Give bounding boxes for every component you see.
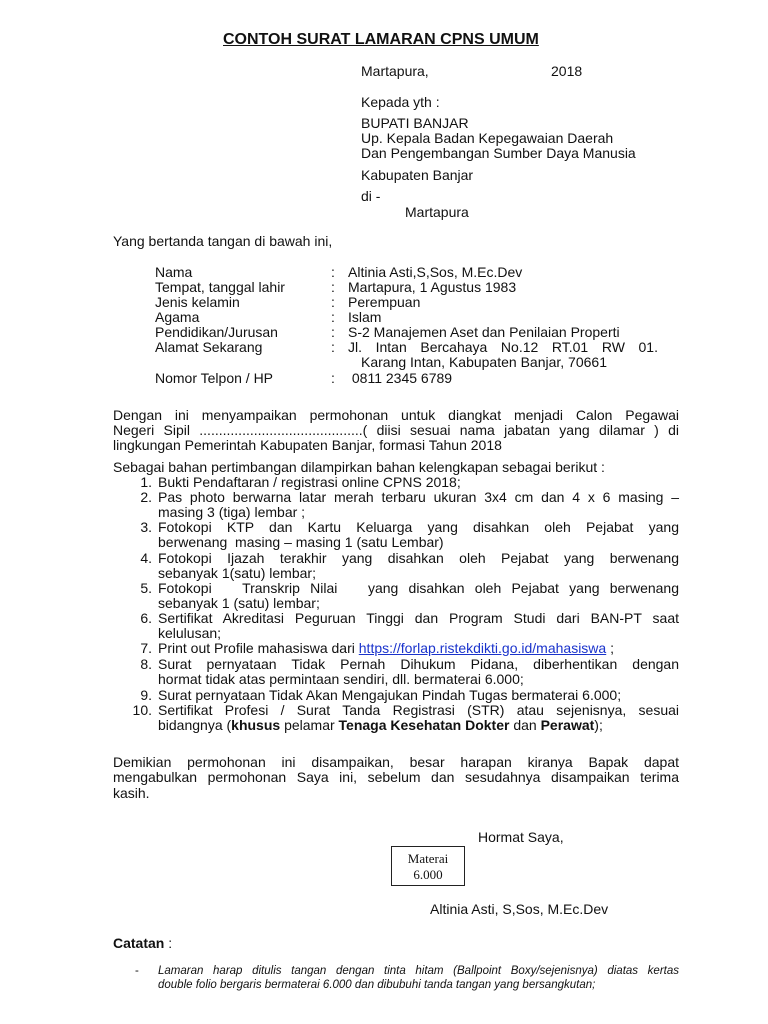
closing-paragraph-line: kasih.: [113, 785, 150, 801]
list-number: 2.: [140, 489, 152, 505]
letter-title: CONTOH SURAT LAMARAN CPNS UMUM: [223, 31, 539, 48]
identity-value: Martapura, 1 Agustus 1983: [348, 279, 517, 295]
list-item: [158, 641, 614, 656]
list-item: Sertifikat Profesi / Surat Tanda Registrasi (STR) atau sejenisnya, sesuai: [158, 702, 679, 718]
list-item-continued: berwenang masing – masing 1 (satu Lembar): [158, 534, 444, 550]
body-paragraph-line: Negeri Sipil ..........................................( diisi sesuai nama jabatan yang dilamar ) di: [113, 422, 679, 438]
identity-label: Nomor Telpon / HP: [155, 370, 274, 386]
list-item: Fotokopi Ijazah terakhir yang disahkan oleh Pejabat yang berwenang: [158, 550, 679, 566]
recipient-line-2: Up. Kepala Badan Kepegawaian Daerah: [361, 130, 614, 146]
note-heading: [113, 936, 172, 951]
note-title: Catatan: [113, 935, 165, 951]
identity-separator: :: [331, 309, 335, 325]
stamp-line: Materai: [407, 851, 449, 866]
list-item: Surat pernyataan Tidak Akan Mengajukan Pindah Tugas bermaterai 6.000;: [158, 687, 622, 703]
identity-separator: :: [331, 294, 335, 310]
list-number: 9.: [140, 687, 152, 703]
list-item-text: );: [594, 717, 603, 733]
closing-paragraph-line: mengabulkan permohonan Saya ini, sebelum dan sesudahnya disampaikan terima: [113, 769, 679, 785]
place: Martapura,: [361, 63, 429, 79]
identity-label: Jenis kelamin: [155, 294, 240, 310]
identity-value: S-2 Manajemen Aset dan Penilaian Properti: [348, 324, 620, 340]
list-item: Fotokopi Transkrip Nilai yang disahkan oleh Pejabat yang berwenang: [158, 580, 679, 596]
emphasis-text: Perawat: [540, 717, 595, 733]
opening-line: Yang bertanda tangan di bawah ini,: [113, 233, 333, 249]
identity-label: Nama: [155, 264, 193, 280]
attachments-intro: Sebagai bahan pertimbangan dilampirkan bahan kelengkapan sebagai berikut :: [113, 459, 605, 475]
identity-separator: :: [331, 279, 335, 295]
list-item: Pas photo berwarna latar merah terbaru ukuran 3x4 cm dan 4 x 6 masing –: [158, 489, 679, 505]
identity-value: Islam: [348, 309, 382, 325]
list-number: 10.: [132, 702, 152, 718]
list-item-text: bidangnya (: [158, 717, 232, 733]
identity-value-continued: Karang Intan, Kabupaten Banjar, 70661: [361, 354, 607, 370]
note-colon: :: [164, 935, 173, 951]
identity-label: Alamat Sekarang: [155, 339, 263, 355]
identity-separator: :: [331, 264, 335, 280]
recipient-di: di -: [361, 188, 381, 204]
body-paragraph-line: lingkungan Pemerintah Kabupaten Banjar, formasi Tahun 2018: [113, 437, 502, 453]
recipient-line-4: Kabupaten Banjar: [361, 167, 474, 183]
emphasis-text: khusus: [231, 717, 281, 733]
list-number: 7.: [140, 640, 152, 656]
identity-value: Perempuan: [348, 294, 421, 310]
list-item-continued: sebanyak 1(satu) lembar;: [158, 565, 316, 581]
identity-value: Jl. Intan Bercahaya No.12 RT.01 RW 01.: [348, 339, 658, 355]
list-number: 3.: [140, 519, 152, 535]
note-item-continued: double folio bergaris bermaterai 6.000 dan dibubuhi tanda tangan yang bersangkutan;: [158, 979, 596, 991]
identity-separator: :: [331, 324, 335, 340]
identity-value: 0811 2345 6789: [348, 370, 453, 386]
list-item-text: pelamar: [280, 717, 339, 733]
note-item: Lamaran harap ditulis tangan dengan tinta hitam (Ballpoint Boxy/sejenisnya) diatas kertas: [158, 965, 679, 977]
recipient-greeting: Kepada yth :: [361, 94, 440, 110]
list-number: 1.: [140, 474, 152, 490]
list-item: Bukti Pendaftaran / registrasi online CPNS 2018;: [158, 474, 461, 490]
body-paragraph-line: Dengan ini menyampaikan permohonan untuk diangkat menjadi Calon Pegawai: [113, 407, 679, 423]
list-number: 4.: [140, 550, 152, 566]
emphasis-text: Tenaga Kesehatan Dokter: [338, 717, 510, 733]
list-item-continued: [158, 718, 603, 733]
list-number: 8.: [140, 656, 152, 672]
note-bullet: -: [135, 965, 139, 977]
list-number: 6.: [140, 610, 152, 626]
recipient-city: Martapura: [405, 204, 469, 220]
list-item-continued: sebanyak 1 (satu) lembar;: [158, 595, 320, 611]
identity-label: Pendidikan/Jurusan: [155, 324, 278, 340]
identity-separator: :: [331, 370, 335, 386]
signer-name: Altinia Asti, S,Sos, M.Ec.Dev: [430, 901, 609, 917]
list-item-text: ;: [606, 640, 614, 656]
list-item: Fotokopi KTP dan Kartu Keluarga yang disahkan oleh Pejabat yang: [158, 519, 679, 535]
list-item-text: Print out Profile mahasiswa dari: [158, 640, 359, 656]
list-item: Sertifikat Akreditasi Peguruan Tinggi dan Program Studi dari BAN-PT saat: [158, 610, 679, 626]
identity-label: Agama: [155, 309, 200, 325]
materai-stamp-box: [391, 846, 465, 886]
recipient-line-3: Dan Pengembangan Sumber Daya Manusia: [361, 145, 636, 161]
forlap-link[interactable]: https://forlap.ristekdikti.go.id/mahasiswa: [358, 640, 607, 656]
year: 2018: [551, 63, 583, 79]
identity-value: Altinia Asti,S,Sos, M.Ec.Dev: [348, 264, 523, 280]
list-item-continued: hormat tidak atas permintaan sendiri, dll. bermaterai 6.000;: [158, 671, 524, 687]
regards: Hormat Saya,: [478, 829, 564, 845]
identity-separator: :: [331, 339, 335, 355]
closing-paragraph-line: Demikian permohonan ini disampaikan, besar harapan kiranya Bapak dapat: [113, 754, 679, 770]
recipient-line-1: BUPATI BANJAR: [361, 115, 469, 131]
list-item-continued: kelulusan;: [158, 625, 222, 641]
list-item-continued: masing 3 (tiga) lembar ;: [158, 504, 306, 520]
list-number: 5.: [140, 580, 152, 596]
stamp-line: 6.000: [413, 867, 443, 882]
list-item: Surat pernyataan Tidak Pernah Dihukum Pidana, diberhentikan dengan: [158, 656, 679, 672]
identity-label: Tempat, tanggal lahir: [155, 279, 285, 295]
list-item-text: dan: [509, 717, 541, 733]
